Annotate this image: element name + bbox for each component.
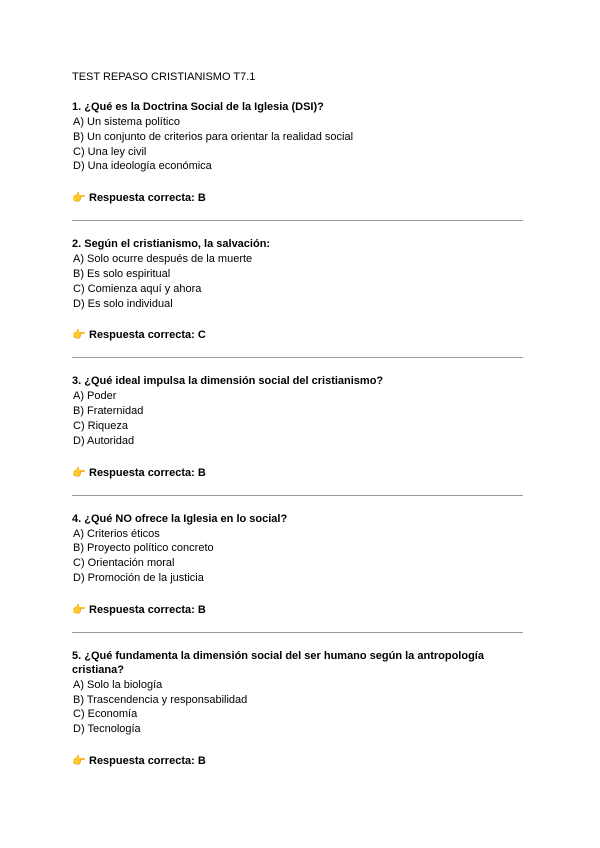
answer-option: C) Riqueza — [73, 419, 129, 432]
answer-option: D) Autoridad — [73, 434, 135, 447]
answer-option: C) Comienza aquí y ahora — [73, 282, 202, 295]
correct-answer-label: Respuesta correcta: B — [89, 466, 206, 479]
question-block — [72, 374, 524, 479]
divider — [72, 220, 523, 221]
answer-option: A) Solo ocurre después de la muerte — [73, 253, 253, 266]
answer-option: C) Economía — [73, 708, 138, 721]
answer-option: C) Orientación moral — [73, 557, 175, 570]
question-text: 3. ¿Qué ideal impulsa la dimensión social del cristianismo? — [72, 375, 384, 388]
question-block — [72, 100, 524, 205]
answer-option: B) Proyecto político concreto — [73, 542, 214, 555]
pointing-hand-icon: 👉 — [72, 466, 86, 479]
pointing-hand-icon: 👉 — [72, 603, 86, 616]
question-text: 1. ¿Qué es la Doctrina Social de la Iglesia (DSI)? — [72, 101, 324, 113]
answer-option: D) Una ideología económica — [73, 160, 212, 173]
question-block — [72, 649, 524, 768]
document-page — [72, 70, 524, 768]
correct-answer — [72, 754, 524, 768]
correct-answer — [72, 328, 524, 342]
correct-answer-label: Respuesta correcta: B — [89, 603, 206, 616]
answer-option: A) Solo la biología — [73, 678, 163, 691]
correct-answer-label: Respuesta correcta: B — [89, 192, 206, 205]
pointing-hand-icon: 👉 — [72, 192, 86, 205]
correct-answer — [72, 191, 524, 205]
answer-option: A) Poder — [73, 390, 117, 403]
correct-answer-label: Respuesta correcta: C — [89, 329, 206, 342]
answer-option: D) Tecnología — [73, 723, 141, 736]
divider — [72, 632, 523, 633]
correct-answer-label: Respuesta correcta: B — [89, 754, 206, 767]
divider — [72, 357, 523, 358]
answer-option: A) Un sistema político — [73, 116, 180, 128]
answer-option: B) Trascendencia y responsabilidad — [73, 693, 248, 706]
correct-answer — [72, 603, 524, 617]
question-block — [72, 237, 524, 342]
answer-option: B) Es solo espiritual — [73, 267, 171, 280]
answer-option: C) Una ley civil — [73, 145, 147, 158]
question-text: 4. ¿Qué NO ofrece la Iglesia en lo social? — [72, 512, 288, 525]
question-text: 5. ¿Qué fundamenta la dimensión social del ser humano según la antropología cristiana? — [72, 649, 484, 676]
answer-option: B) Fraternidad — [73, 405, 144, 418]
pointing-hand-icon: 👉 — [72, 329, 86, 342]
question-text: 2. Según el cristianismo, la salvación: — [72, 238, 271, 251]
answer-option: A) Criterios éticos — [73, 527, 160, 540]
document-title: TEST REPASO CRISTIANISMO T7.1 — [72, 71, 256, 83]
pointing-hand-icon: 👉 — [72, 754, 86, 767]
answer-option: D) Es solo individual — [73, 297, 173, 310]
divider — [72, 495, 523, 496]
correct-answer — [72, 466, 524, 480]
question-block — [72, 512, 524, 617]
answer-option: D) Promoción de la justicia — [73, 571, 204, 584]
answer-option: B) Un conjunto de criterios para orientar la realidad social — [73, 130, 354, 143]
